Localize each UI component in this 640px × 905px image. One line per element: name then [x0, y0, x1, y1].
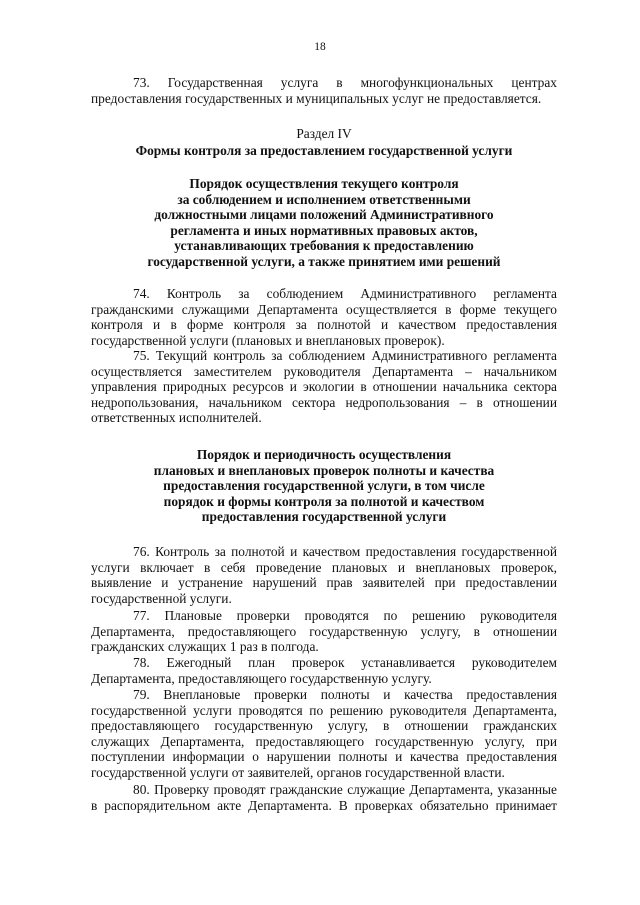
paragraph-77: 77. Плановые проверки проводятся по решению руководителя Департамента, предоставляющего государственную услугу, в отношении гражданских служащих 1 раз в полгода.	[91, 608, 557, 655]
section-label: Раздел IV	[296, 126, 352, 141]
heading-line: предоставления государственной услуги, в том числе	[163, 478, 485, 494]
heading-line: государственной услуги, а также принятием ими решений	[147, 253, 501, 269]
subsection-heading-inspections	[91, 447, 557, 525]
heading-line: порядок и формы контроля за полнотой и качеством	[163, 493, 485, 509]
heading-line: регламента и иных нормативных правовых актов,	[170, 222, 478, 238]
paragraph-74: 74. Контроль за соблюдением Административного регламента гражданскими служащими Департамента осуществляется в форме текущего контроля и в форме контроля за полнотой и качеством предоставления государственной услуги (плановых и внеплановых проверок).	[91, 286, 557, 348]
heading-line: Порядок и периодичность осуществления	[196, 447, 452, 462]
heading-line: устанавливающих требования к предоставлению	[174, 238, 474, 254]
heading-line: плановых и внеплановых проверок полноты и качества	[153, 462, 495, 478]
paragraph-78: 78. Ежегодный план проверок устанавливается руководителем Департамента, предоставляющего государственную услугу.	[91, 655, 557, 686]
heading-line: Порядок осуществления текущего контроля	[189, 176, 459, 191]
section-title: Формы контроля за предоставлением государственной услуги	[135, 143, 513, 158]
paragraph-79: 79. Внеплановые проверки полноты и качества предоставления государственной услуги проводятся по решению руководителя Департамента, предоставляющего государственную услугу, в отношении гражданских служащих Департамента, предоставляющего государственную услугу, при поступлении информации о нарушении полноты и качества предоставления государственной услуги от заявителей, органов государственной власти.	[91, 687, 557, 780]
subsection-heading-current-control	[91, 176, 557, 270]
paragraph-80: 80. Проверку проводят гражданские служащие Департамента, указанные в распорядительном акте Департамента. В проверках обязательно принимает	[91, 782, 557, 813]
paragraph-73: 73. Государственная услуга в многофункциональных центрах предоставления государственных и муниципальных услуг не предоставляется.	[91, 75, 557, 106]
heading-line: предоставления государственной услуги	[201, 509, 447, 525]
paragraph-75: 75. Текущий контроль за соблюдением Административного регламента осуществляется заместителем руководителя Департамента – начальником управления природных ресурсов и экологии в отношении начальника сектора недропользования, начальником сектора недропользования – в отношении ответственных исполнителей.	[91, 348, 557, 426]
heading-line: должностными лицами положений Административного	[154, 207, 494, 223]
heading-line: за соблюдением и исполнением ответственными	[177, 191, 471, 207]
page-number: 18	[314, 41, 326, 53]
paragraph-76: 76. Контроль за полнотой и качеством предоставления государственной услуги включает в себя проведение плановых и внеплановых проверок, выявление и устранение нарушений прав заявителей при предоставлении государственной услуги.	[91, 544, 557, 606]
